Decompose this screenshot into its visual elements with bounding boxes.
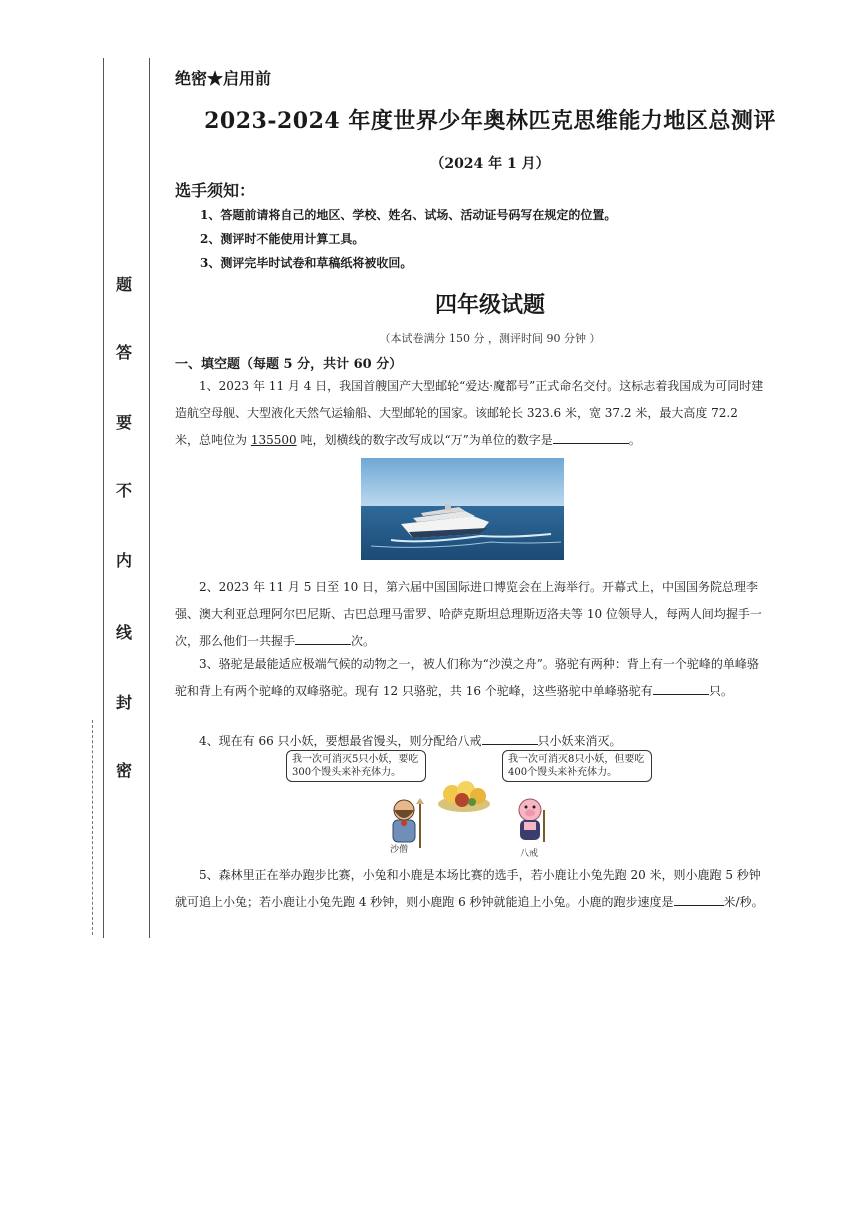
- question-3: [175, 651, 765, 705]
- question-4-text: 4、现在有 66 只小妖，要想最省馒头，则分配给八戒: [199, 734, 482, 748]
- steamed-buns-plate: [436, 774, 492, 814]
- speech-bubble-right: 我一次可消灭8只小妖，但要吃400个馒头来补充体力。: [502, 750, 652, 782]
- question-3-end: 只。: [708, 684, 733, 698]
- exam-date: （2024 年 1 月）: [430, 156, 550, 172]
- answer-blank-3[interactable]: [653, 680, 709, 695]
- question-5-end: 米/秒。: [723, 895, 764, 909]
- question-4: [175, 728, 765, 755]
- question-2-text: 2、2023 年 11 月 5 日至 10 日，第六届中国国际进口博览会在上海举行。开幕式上，中国国务院总理李强、澳大利亚总理阿尔巴尼斯、古巴总理马雷罗、哈萨克斯坦总理斯迈洛夫等 10 位领导人，每两人间均握手一次，那么他们一共握手: [175, 580, 762, 648]
- question-1-text-after: 吨，划横线的数字改写成以“万”为单位的数字是: [296, 433, 553, 447]
- binding-line-right: [149, 58, 150, 938]
- cruise-ship-image: [361, 458, 564, 560]
- speech-bubble-left: 我一次可消灭5只小妖，要吃300个馒头来补充体力。: [286, 750, 426, 782]
- notice-item: 3、测评完毕时试卷和草稿纸将被收回。: [200, 256, 413, 270]
- page-title: 2023-2024 年度世界少年奥林匹克思维能力地区总测评: [204, 108, 776, 134]
- binding-char: 不: [115, 481, 132, 500]
- question-2-end: 次。: [351, 634, 376, 648]
- label-ba-jie: 八戒: [520, 849, 539, 859]
- question-1-underlined-number: 135500: [250, 433, 297, 447]
- binding-line-dotted: [92, 720, 93, 935]
- answer-blank-2[interactable]: [295, 630, 351, 645]
- notice-title: 选手须知：: [175, 181, 256, 200]
- binding-char: 答: [115, 343, 132, 362]
- grade-title: 四年级试题: [434, 292, 545, 318]
- question-2: [175, 574, 765, 655]
- secret-label: 绝密★启用前: [175, 69, 272, 88]
- binding-char: 要: [115, 413, 132, 432]
- question-1-text: 1、2023 年 11 月 4 日，我国首艘国产大型邮轮“爱达·魔都号”正式命名交付。这标志着我国成为可同时建造航空母舰、大型液化天然气运输船、大型邮轮的国家。该邮轮长 323.6 米，宽 37.2 米，最大高度 72.2 米，总吨位为: [175, 379, 764, 447]
- binding-char: 密: [115, 761, 132, 780]
- binding-line-left: [103, 58, 104, 938]
- label-sha-seng: 沙僧: [390, 845, 409, 855]
- binding-char: 内: [115, 551, 132, 570]
- answer-blank-5[interactable]: [674, 891, 724, 906]
- answer-blank-4[interactable]: [482, 730, 538, 745]
- question-5-text: 5、森林里正在举办跑步比赛，小兔和小鹿是本场比赛的选手，若小鹿让小兔先跑 20 米，则小鹿跑 5 秒钟就可追上小兔；若小鹿让小兔先跑 4 秒钟，则小鹿跑 6 秒钟就能追上小兔。小鹿的跑步速度是: [175, 868, 761, 909]
- exam-meta: （本试卷满分 150 分 ，测评时间 90 分钟 ）: [379, 332, 601, 345]
- binding-char: 线: [115, 623, 132, 642]
- notice-item: 2、测评时不能使用计算工具。: [200, 232, 365, 246]
- question-3-text: 3、骆驼是最能适应极端气候的动物之一，被人们称为“沙漠之舟”。骆驼有两种：背上有一个驼峰的单峰骆驼和背上有两个驼峰的双峰骆驼。现有 12 只骆驼，共 16 个驼峰，这些骆驼中单峰骆驼有: [175, 657, 759, 698]
- notice-item: 1、答题前请将自己的地区、学校、姓名、试场、活动证号码写在规定的位置。: [200, 208, 617, 222]
- question-1-end: 。: [628, 433, 641, 447]
- binding-char: 封: [115, 693, 132, 712]
- question-5: [175, 862, 765, 916]
- binding-char: 题: [115, 275, 132, 294]
- answer-blank-1[interactable]: [553, 429, 629, 444]
- question-1: [175, 373, 765, 454]
- section-heading: 一、填空题（每题 5 分，共计 60 分）: [175, 357, 403, 372]
- ba-jie-figure: [508, 796, 552, 846]
- question-4-end: 只小妖来消灭。: [537, 734, 622, 748]
